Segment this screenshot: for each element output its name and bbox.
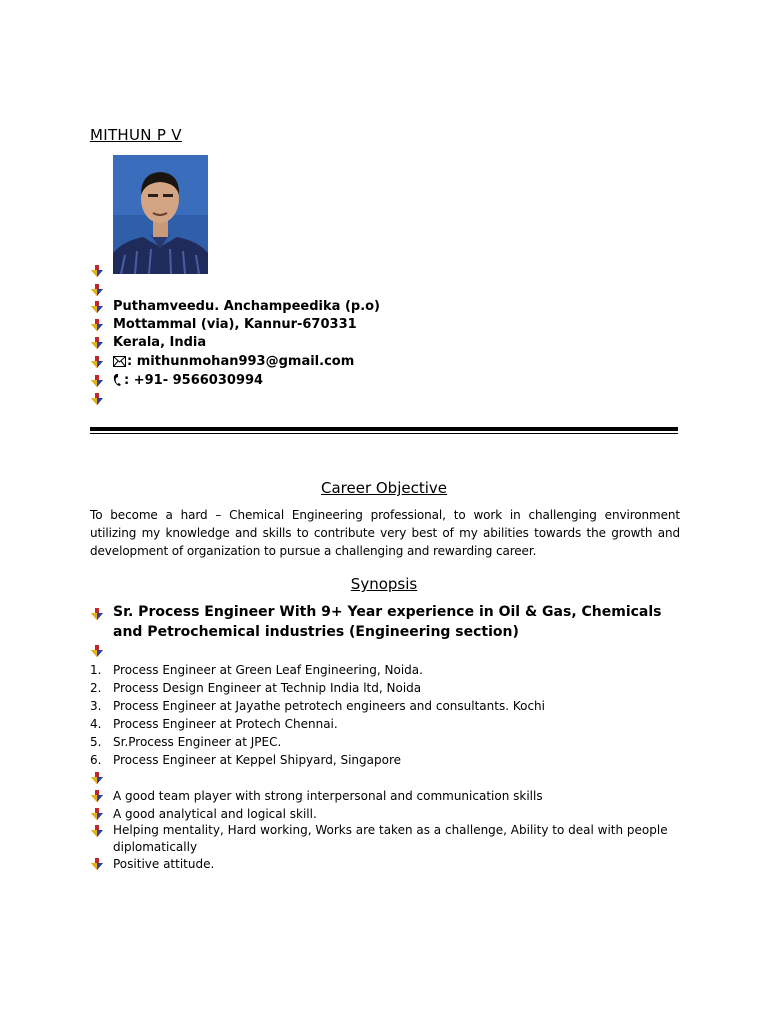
experience-item: Sr.Process Engineer at JPEC. — [113, 735, 282, 749]
candidate-name: MITHUN P V — [90, 126, 182, 144]
trait-item: Positive attitude. — [113, 857, 215, 871]
bullet-row — [90, 769, 104, 787]
bullet-row — [90, 334, 104, 352]
experience-item: Process Engineer at Protech Chennai. — [113, 717, 338, 731]
address-line-3: Kerala, India — [113, 335, 207, 350]
arrow-bullet-icon — [90, 300, 104, 314]
bullet-row — [90, 372, 104, 390]
bullet-row — [90, 316, 104, 334]
address-line-2: Mottammal (via), Kannur-670331 — [113, 317, 357, 332]
phone-line — [113, 372, 263, 392]
synopsis-heading: Synopsis — [350, 575, 418, 593]
bullet-row — [90, 822, 104, 840]
list-number: 5. — [90, 735, 102, 749]
address-line-1: Puthamveedu. Anchampeedika (p.o) — [113, 299, 381, 314]
bullet-row — [90, 298, 104, 316]
arrow-bullet-icon — [90, 374, 104, 388]
arrow-bullet-icon — [90, 771, 104, 785]
list-number: 6. — [90, 753, 102, 767]
bullet-row — [90, 642, 104, 660]
list-number: 4. — [90, 717, 102, 731]
arrow-bullet-icon — [90, 824, 104, 838]
arrow-bullet-icon — [90, 807, 104, 821]
bullet-row — [90, 262, 104, 280]
arrow-bullet-icon — [90, 392, 104, 406]
synopsis-summary: Sr. Process Engineer With 9+ Year experience in Oil & Gas, Chemicals and Petrochemical industries (Engineering section) — [113, 604, 662, 640]
bullet-row — [90, 805, 104, 823]
trait-item: A good team player with strong interpersonal and communication skills — [113, 789, 543, 803]
list-number: 2. — [90, 681, 102, 695]
arrow-bullet-icon — [90, 607, 104, 621]
arrow-bullet-icon — [90, 283, 104, 297]
experience-item: Process Engineer at Jayathe petrotech engineers and consultants. Kochi — [113, 699, 545, 713]
bullet-row — [90, 605, 104, 623]
experience-item: Process Engineer at Keppel Shipyard, Singapore — [113, 753, 402, 767]
experience-item: Process Design Engineer at Technip India ltd, Noida — [113, 681, 422, 695]
list-number: 1. — [90, 663, 102, 677]
trait-item: Helping mentality, Hard working, Works are taken as a challenge, Ability to deal with people diplomatically — [113, 823, 668, 854]
arrow-bullet-icon — [90, 336, 104, 350]
arrow-bullet-icon — [90, 857, 104, 871]
experience-item: Process Engineer at Green Leaf Engineering, Noida. — [113, 663, 423, 677]
section-divider-thin — [90, 433, 678, 434]
career-objective-text: To become a hard – Chemical Engineering professional, to work in challenging environment utilizing my knowledge and skills to contribute very best of my abilities towards the growth and development of organization to pursue a challenging and rewarding career. — [90, 508, 680, 558]
arrow-bullet-icon — [90, 789, 104, 803]
career-objective-heading: Career Objective — [320, 479, 448, 497]
email-address[interactable]: : mithunmohan993@gmail.com — [127, 354, 355, 369]
trait-item: A good analytical and logical skill. — [113, 807, 317, 821]
arrow-bullet-icon — [90, 644, 104, 658]
profile-photo — [113, 155, 208, 274]
phone-number: : +91- 9566030994 — [124, 373, 264, 388]
envelope-icon — [113, 355, 126, 373]
arrow-bullet-icon — [90, 264, 104, 278]
bullet-row — [90, 281, 104, 299]
bullet-row — [90, 353, 104, 371]
bullet-row — [90, 390, 104, 408]
section-divider — [90, 427, 678, 431]
email-line — [113, 353, 354, 373]
arrow-bullet-icon — [90, 355, 104, 369]
bullet-row — [90, 855, 104, 873]
list-number: 3. — [90, 699, 102, 713]
bullet-row — [90, 787, 104, 805]
arrow-bullet-icon — [90, 318, 104, 332]
phone-icon — [113, 373, 123, 392]
